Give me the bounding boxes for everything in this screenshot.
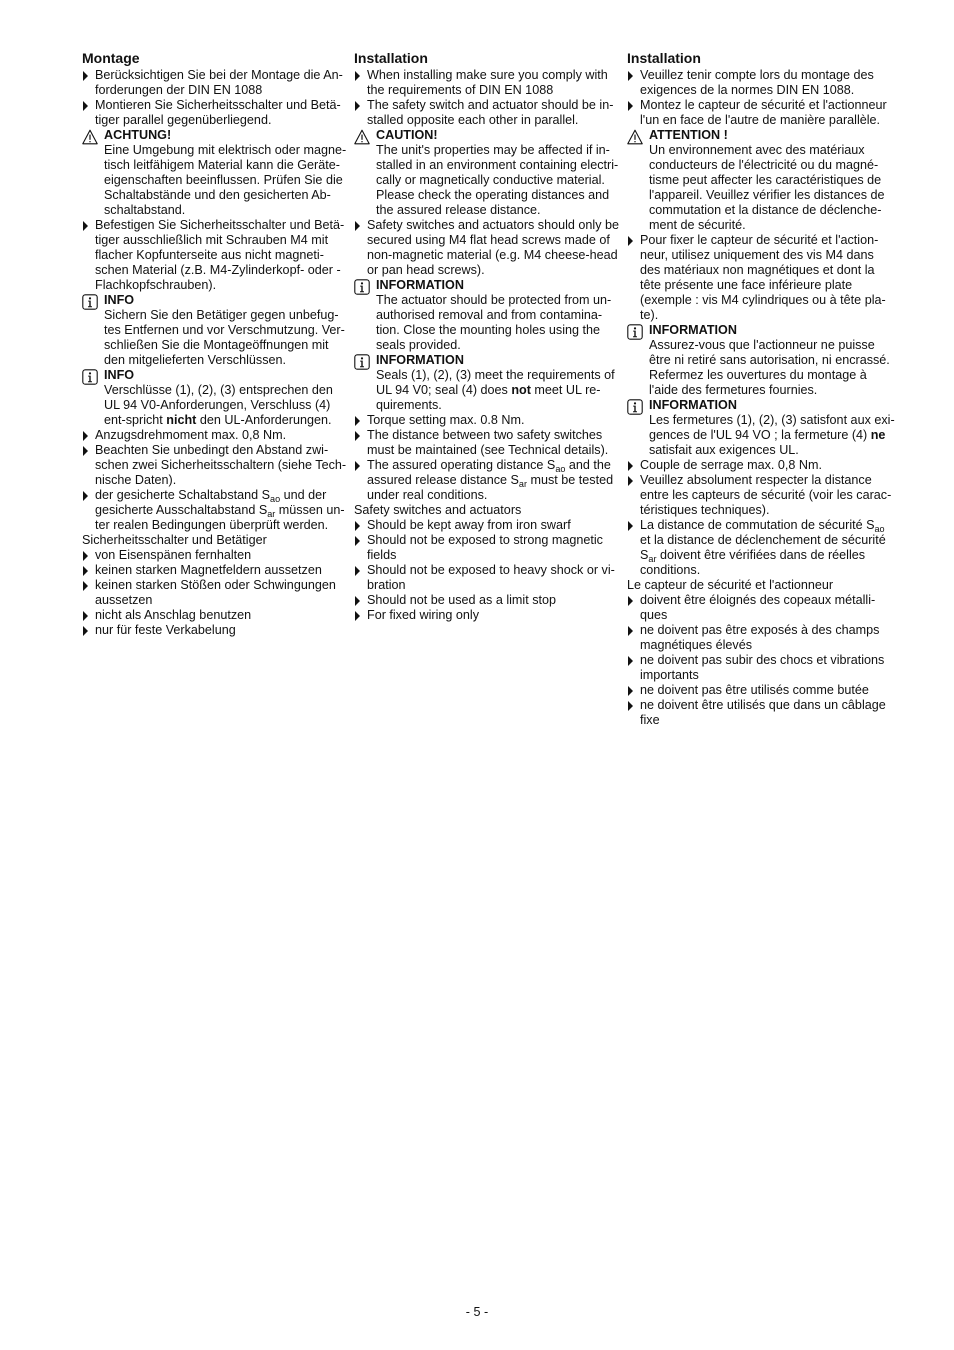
section-title: Installation	[627, 50, 701, 66]
note-emphasis: nicht	[166, 413, 197, 427]
note-title: ACHTUNG!	[104, 128, 172, 142]
note-body: Sichern Sie den Betätiger gegen unbefug-tes Entfernen und vor Verschmutzung. Ver-schließen Sie die Montageöffnungen mit den mitgelieferten Verschlüssen.	[104, 308, 345, 367]
bullet-item: ne doivent pas être exposés à des champs magnétiques élevés	[627, 623, 895, 653]
note-text: satisfait aux exigences UL.	[649, 443, 799, 457]
subscript: ar	[518, 479, 527, 490]
section-title: Montage	[82, 50, 140, 66]
warning-note	[82, 128, 350, 218]
bullet-text: und der gesicherte Ausschaltabstand S	[95, 488, 327, 517]
note-body	[376, 368, 622, 413]
warning-icon	[354, 129, 370, 145]
note-body: The unit's properties may be affected if in-stalled in an environment containing electri-cally or magnetically conductive material. Please check the operating distances and the assured release distance.	[376, 143, 619, 217]
info-icon	[627, 324, 643, 340]
bullet-item: Befestigen Sie Sicherheitsschalter und Betä-tiger ausschließlich mit Schrauben M4 mit flacher Kopfunterseite aus nicht magneti-schen Material (z.B. M4-Zylinderkopf- oder -Flachkopfschrauben).	[82, 218, 350, 293]
note-body	[649, 413, 895, 458]
bullet-item: keinen starken Magnetfeldern aussetzen	[82, 563, 350, 578]
info-icon	[82, 294, 98, 310]
bullet-text: La distance de commutation de sécurité S	[640, 518, 875, 532]
bullet-item: When installing make sure you comply with the requirements of DIN EN 1088	[354, 68, 622, 98]
column-french	[627, 50, 895, 728]
bullet-text: müssen un-ter realen Bedingungen überprüft werden.	[95, 503, 345, 532]
note-title: INFORMATION	[376, 278, 464, 292]
note-text: Les fermetures (1), (2), (3) satisfont aux exi-gences de l'UL 94 VO ; la fermeture (4)	[649, 413, 895, 442]
bullet-item: von Eisenspänen fernhalten	[82, 548, 350, 563]
column-english	[354, 50, 622, 623]
info-note	[627, 323, 895, 398]
bullet-item: Montieren Sie Sicherheitsschalter und Betä-tiger parallel gegenüberliegend.	[82, 98, 350, 128]
bullet-item: keinen starken Stößen oder Schwingungen aussetzen	[82, 578, 350, 608]
bullet-item: Pour fixer le capteur de sécurité et l'action-neur, utilisez uniquement des vis M4 dans des matériaux non magnétiques et dont la tête présente une face inférieure plate (exemple : vis M4 cylindriques ou à tête pla-te).	[627, 233, 895, 323]
note-text: meet UL re-quirements.	[376, 383, 601, 412]
bullet-item: For fixed wiring only	[354, 608, 622, 623]
note-body	[104, 383, 350, 428]
bullet-item: nur für feste Verkabelung	[82, 623, 350, 638]
note-text: den UL-Anforderungen.	[196, 413, 332, 427]
bullet-item: Anzugsdrehmoment max. 0,8 Nm.	[82, 428, 350, 443]
note-emphasis: ne	[870, 428, 886, 442]
paragraph: Le capteur de sécurité et l'actionneur	[627, 578, 834, 592]
bullet-item: Should not be exposed to strong magnetic fields	[354, 533, 622, 563]
bullet-item: Veuillez tenir compte lors du montage des exigences de la normes DIN EN 1088.	[627, 68, 895, 98]
bullet-item: Veuillez absolument respecter la distance entre les capteurs de sécurité (voir les carac-téristiques techniques).	[627, 473, 895, 518]
note-body: Un environnement avec des matériaux conducteurs de l'électricité ou du magné-tisme peut affecter les caractéristiques de l'appareil. Veuillez vérifier les distances de commutation et la distance de déclenche-ment de sécurité.	[649, 143, 885, 232]
info-note	[82, 293, 350, 368]
bullet-item: ne doivent pas être utilisés comme butée	[627, 683, 895, 698]
bullet-item	[82, 488, 350, 533]
paragraph: Safety switches and actuators	[354, 503, 522, 517]
note-text: Verschlüsse (1), (2), (3) entsprechen den UL 94 V0-Anforderungen, Verschluss (4) ent-spricht	[104, 383, 333, 427]
info-icon	[627, 399, 643, 415]
note-body: Eine Umgebung mit elektrisch oder magne-tisch leitfähigem Material kann die Geräte-eigenschaften beeinflussen. Prüfen Sie die Schaltabstände und den gesicherten Ab-schaltabstand.	[104, 143, 347, 217]
note-title: INFO	[104, 293, 135, 307]
warning-icon	[82, 129, 98, 145]
bullet-item: ne doivent pas subir des chocs et vibrations importants	[627, 653, 895, 683]
bullet-item: The safety switch and actuator should be in-stalled opposite each other in parallel.	[354, 98, 622, 128]
info-note	[354, 353, 622, 413]
subscript: ar	[648, 554, 657, 565]
column-german	[82, 50, 350, 638]
info-icon	[82, 369, 98, 385]
info-icon	[354, 279, 370, 295]
bullet-item: Should be kept away from iron swarf	[354, 518, 622, 533]
page-number: - 5 -	[465, 1305, 489, 1319]
note-title: INFORMATION	[649, 323, 737, 337]
bullet-item: ne doivent être utilisés que dans un câblage fixe	[627, 698, 895, 728]
bullet-text: The assured operating distance S	[367, 458, 556, 472]
bullet-item	[627, 518, 895, 578]
bullet-item: Montez le capteur de sécurité et l'actionneur l'un en face de l'autre de manière parallèle.	[627, 98, 895, 128]
note-body: The actuator should be protected from un-authorised removal and from contamina-tion. Close the mounting holes using the seals provided.	[376, 293, 612, 352]
bullet-item	[354, 458, 622, 503]
note-title: INFORMATION	[376, 353, 464, 367]
note-title: INFORMATION	[649, 398, 737, 412]
bullet-item: Should not be used as a limit stop	[354, 593, 622, 608]
paragraph: Sicherheitsschalter und Betätiger	[82, 533, 267, 547]
note-title: ATTENTION !	[649, 128, 728, 142]
bullet-item: Beachten Sie unbedingt den Abstand zwi-schen zwei Sicherheitsschaltern (siehe Tech-nische Daten).	[82, 443, 350, 488]
note-text: Seals (1), (2), (3) meet the requirements of UL 94 V0; seal (4) does	[376, 368, 615, 397]
info-note	[354, 278, 622, 353]
info-note	[82, 368, 350, 428]
info-icon	[354, 354, 370, 370]
subscript: ao	[874, 524, 885, 535]
bullet-item: doivent être éloignés des copeaux métalli-ques	[627, 593, 895, 623]
bullet-item: Berücksichtigen Sie bei der Montage die An-forderungen der DIN EN 1088	[82, 68, 350, 98]
note-title: CAUTION!	[376, 128, 438, 142]
bullet-text: and the assured release distance S	[367, 458, 611, 487]
subscript: ao	[270, 494, 281, 505]
bullet-item: Safety switches and actuators should only be secured using M4 flat head screws made of non-magnetic material (e.g. M4 cheese-head or pan head screws).	[354, 218, 622, 278]
note-emphasis: not	[511, 383, 531, 397]
warning-note	[354, 128, 622, 218]
subscript: ao	[555, 464, 566, 475]
bullet-item: The distance between two safety switches must be maintained (see Technical details).	[354, 428, 622, 458]
bullet-text: doivent être vérifiées dans de réelles conditions.	[640, 548, 866, 577]
note-title: INFO	[104, 368, 135, 382]
note-body: Assurez-vous que l'actionneur ne puisse être ni retiré sans autorisation, ni encrassé. Refermez les ouvertures du montage à l'aide des fermetures fournies.	[649, 338, 890, 397]
warning-icon	[627, 129, 643, 145]
subscript: ar	[267, 509, 276, 520]
bullet-item: Should not be exposed to heavy shock or vi-bration	[354, 563, 622, 593]
info-note	[627, 398, 895, 458]
section-title: Installation	[354, 50, 428, 66]
bullet-text: et la distance de déclenchement de sécurité S	[640, 533, 886, 562]
bullet-item: Couple de serrage max. 0,8 Nm.	[627, 458, 895, 473]
bullet-text: der gesicherte Schaltabstand S	[95, 488, 271, 502]
bullet-item: nicht als Anschlag benutzen	[82, 608, 350, 623]
bullet-item: Torque setting max. 0.8 Nm.	[354, 413, 622, 428]
warning-note	[627, 128, 895, 233]
bullet-text: must be tested under real conditions.	[367, 473, 614, 502]
